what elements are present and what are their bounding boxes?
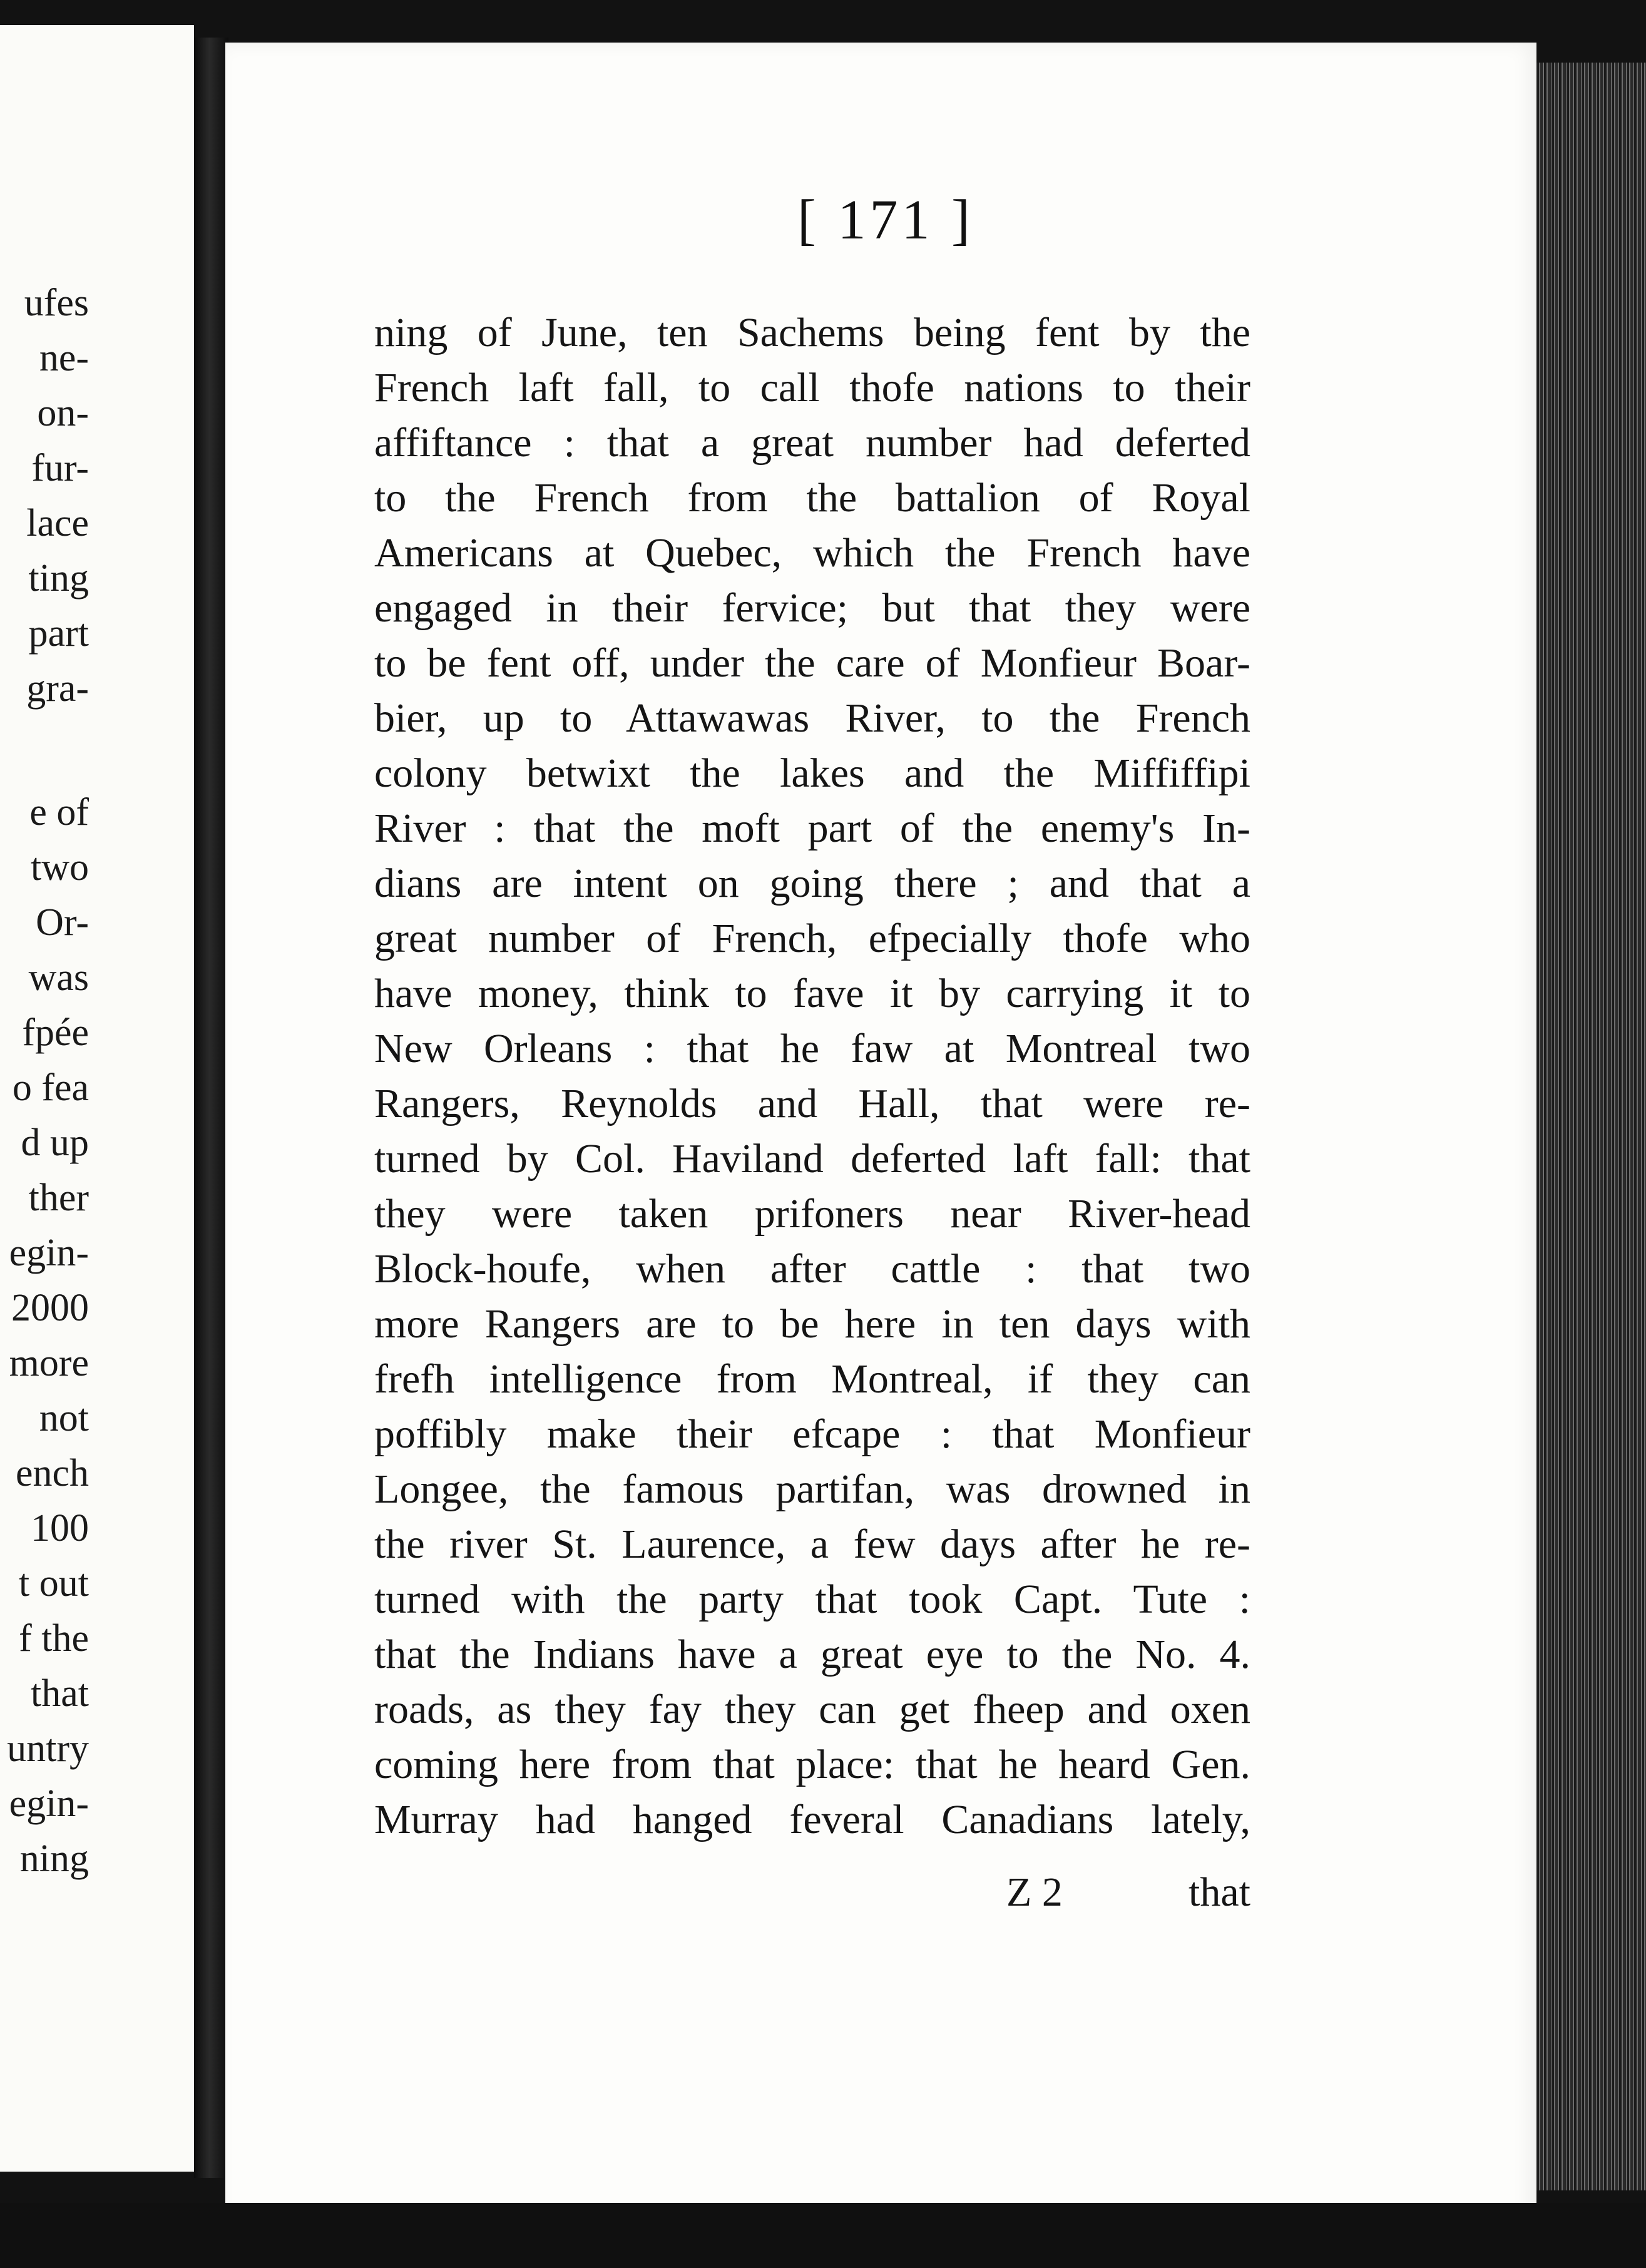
previous-page-line: egin- xyxy=(9,1232,89,1274)
text-line: engaged in their fervice; but that they were xyxy=(374,585,1250,631)
page-number: [ 171 ] xyxy=(797,189,974,251)
text-line: they were taken prifoners near River-head xyxy=(374,1191,1250,1237)
text-line: turned by Col. Haviland deferted laft fall: that xyxy=(374,1136,1250,1182)
text-line: Americans at Quebec, which the French have xyxy=(374,530,1250,576)
previous-page-line: d up xyxy=(21,1121,89,1164)
previous-page-line: untry xyxy=(7,1727,89,1770)
previous-page-line: e of xyxy=(29,791,89,834)
previous-page-line: lace xyxy=(26,502,89,544)
previous-page-line: part xyxy=(28,612,89,655)
text-line: frefh intelligence from Montreal, if they can xyxy=(374,1356,1250,1402)
scan-border xyxy=(0,2203,1646,2268)
previous-page-line: egin- xyxy=(9,1782,89,1825)
text-line: coming here from that place: that he heard Gen. xyxy=(374,1742,1250,1787)
previous-page xyxy=(0,25,194,2172)
text-line: poffibly make their efcape : that Monfieur xyxy=(374,1411,1250,1457)
previous-page-line: was xyxy=(28,956,89,999)
previous-page-line: fpée xyxy=(22,1011,89,1054)
text-line: the river St. Laurence, a few days after he re- xyxy=(374,1521,1250,1567)
previous-page-text-column xyxy=(0,275,89,1886)
text-line: to be fent off, under the care of Monfieur Boar- xyxy=(374,640,1250,686)
text-line: dians are intent on going there ; and that a xyxy=(374,861,1250,906)
text-line: to the French from the battalion of Royal xyxy=(374,475,1250,521)
text-line: Block-houfe, when after cattle : that two xyxy=(374,1246,1250,1292)
text-line: River : that the moft part of the enemy's In- xyxy=(374,805,1250,851)
previous-page-line: gra- xyxy=(26,667,89,710)
previous-page-line: not xyxy=(39,1397,89,1439)
text-line: ning of June, ten Sachems being fent by the xyxy=(374,310,1250,355)
text-line: turned with the party that took Capt. Tute : xyxy=(374,1576,1250,1622)
previous-page-line: 2000 xyxy=(11,1287,89,1329)
previous-page-line: 100 xyxy=(31,1507,89,1550)
previous-page-line: o fea xyxy=(12,1066,89,1109)
previous-page-line: ne- xyxy=(39,337,89,379)
previous-page-line: ther xyxy=(28,1177,89,1219)
previous-page-line: that xyxy=(31,1672,89,1715)
text-line: more Rangers are to be here in ten days with xyxy=(374,1301,1250,1347)
text-line: bier, up to Attawawas River, to the French xyxy=(374,695,1250,741)
page-footer xyxy=(374,1869,1250,1931)
text-line: colony betwixt the lakes and the Miffiffipi xyxy=(374,750,1250,796)
signature-mark: Z 2 xyxy=(1006,1869,1063,1915)
previous-page-line: ufes xyxy=(24,282,89,324)
previous-page-line: on- xyxy=(37,392,89,434)
text-line: affiftance : that a great number had deferted xyxy=(374,420,1250,466)
current-page xyxy=(225,43,1536,2220)
book-page-edges xyxy=(1536,63,1646,2190)
previous-page-line: ning xyxy=(19,1837,89,1880)
previous-page-line: Or- xyxy=(36,901,89,944)
text-line: that the Indians have a great eye to the No. 4. xyxy=(374,1632,1250,1677)
text-line: French laft fall, to call thofe nations to their xyxy=(374,365,1250,411)
text-line: Murray had hanged feveral Canadians lately, xyxy=(374,1797,1250,1842)
text-line: Rangers, Reynolds and Hall, that were re- xyxy=(374,1081,1250,1126)
previous-page-line: f the xyxy=(19,1617,89,1660)
text-line: have money, think to fave it by carrying it to xyxy=(374,971,1250,1016)
text-line: New Orleans : that he faw at Montreal two xyxy=(374,1026,1250,1071)
paragraph-gap xyxy=(0,716,89,785)
body-text xyxy=(374,305,1250,1847)
previous-page-line: t out xyxy=(19,1562,89,1605)
text-line: Longee, the famous partifan, was drowned in xyxy=(374,1466,1250,1512)
book-gutter xyxy=(194,38,228,2178)
text-line: great number of French, efpecially thofe who xyxy=(374,916,1250,961)
previous-page-line: two xyxy=(31,846,89,889)
previous-page-line: ting xyxy=(28,557,89,600)
catchword: that xyxy=(1188,1869,1250,1915)
previous-page-line: more xyxy=(9,1342,89,1384)
text-line: roads, as they fay they can get fheep and oxen xyxy=(374,1687,1250,1732)
previous-page-line: fur- xyxy=(31,447,89,489)
previous-page-line: ench xyxy=(15,1452,89,1494)
